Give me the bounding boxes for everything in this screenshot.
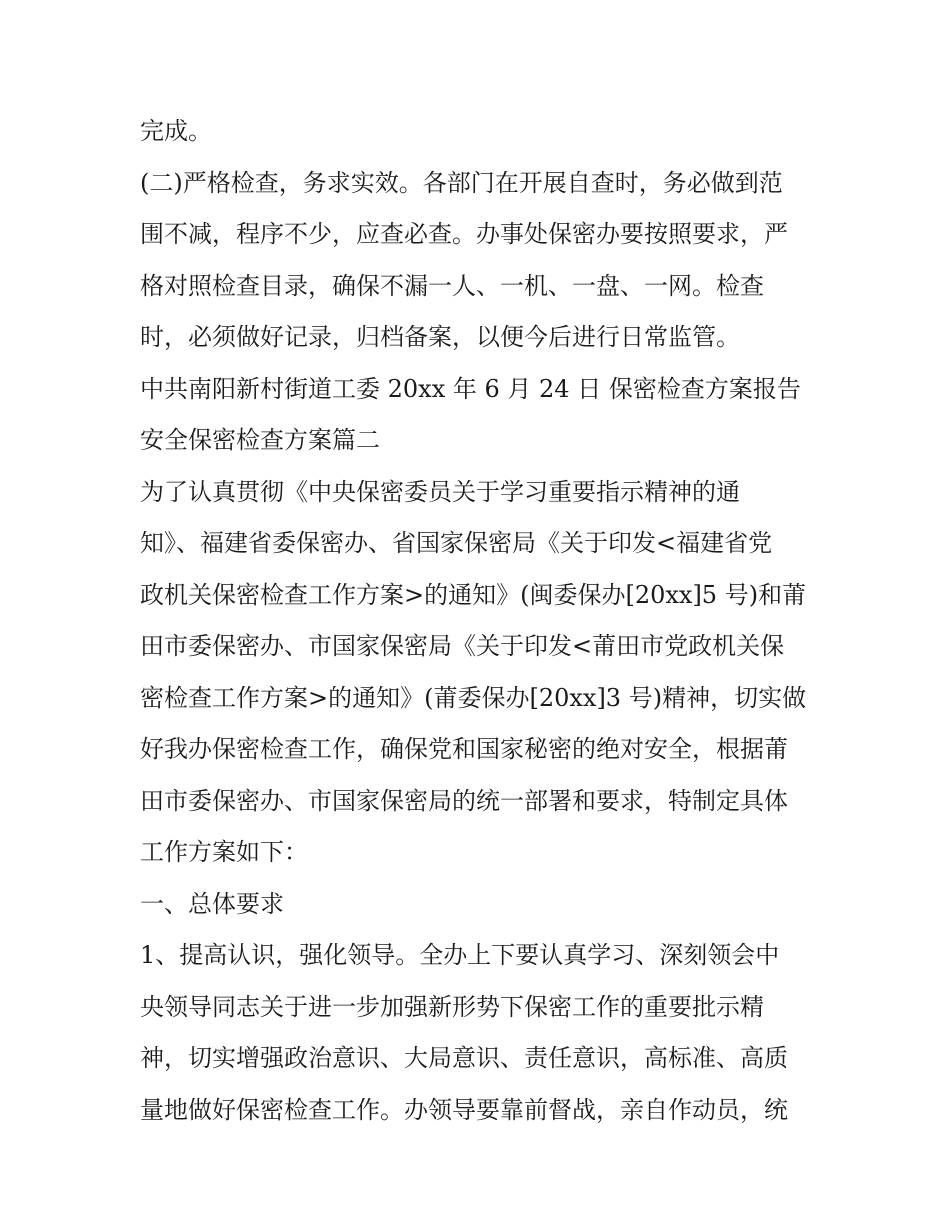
text-line: 央领导同志关于进一步加强新形势下保密工作的重要批示精 (140, 992, 764, 1021)
text-line: 政机关保密检查工作方案>的通知》(闽委保办[20xx]5 号)和莆 (140, 580, 807, 609)
text-line: 1、提高认识，强化领导。全办上下要认真学习、深刻领会中 (140, 941, 780, 969)
text-line: 围不减，程序不少，应查必查。办事处保密办要按照要求，严 (140, 220, 788, 248)
text-line: 工作方案如下： (140, 838, 308, 866)
section-heading: 一、总体要求 (140, 889, 284, 918)
text-line: 量地做好保密检查工作。办领导要靠前督战，亲自作动员，统 (140, 1095, 788, 1124)
text-line: 田市委保密办、市国家保密局《关于印发<莆田市党政机关保 (140, 632, 785, 660)
text-line: 密检查工作方案>的通知》(莆委保办[20xx]3 号)精神，切实做 (140, 683, 807, 712)
text-line: 神，切实增强政治意识、大局意识、责任意识，高标准、高质 (140, 1044, 788, 1072)
text-line: 时，必须做好记录，归档备案，以便今后进行日常监管。 (140, 323, 740, 351)
section-heading: 安全保密检查方案篇二 (140, 426, 380, 454)
text-line: 为了认真贯彻《中央保密委员关于学习重要指示精神的通 (140, 477, 740, 506)
text-line: 完成。 (140, 117, 212, 145)
text-line: 格对照检查目录，确保不漏一人、一机、一盘、一网。检查 (140, 271, 764, 300)
text-line: 好我办保密检查工作，确保党和国家秘密的绝对安全，根据莆 (140, 735, 788, 763)
text-line: (二)严格检查，务求实效。各部门在开展自查时，务必做到范 (140, 168, 783, 197)
document-body (140, 106, 820, 1136)
signature-line: 中共南阳新村街道工委 20xx 年 6 月 24 日 保密检查方案报告 (140, 374, 801, 403)
text-line: 知》、福建省委保密办、省国家保密局《关于印发<福建省党 (140, 529, 773, 557)
text-line: 田市委保密办、市国家保密局的统一部署和要求，特制定具体 (140, 786, 788, 815)
